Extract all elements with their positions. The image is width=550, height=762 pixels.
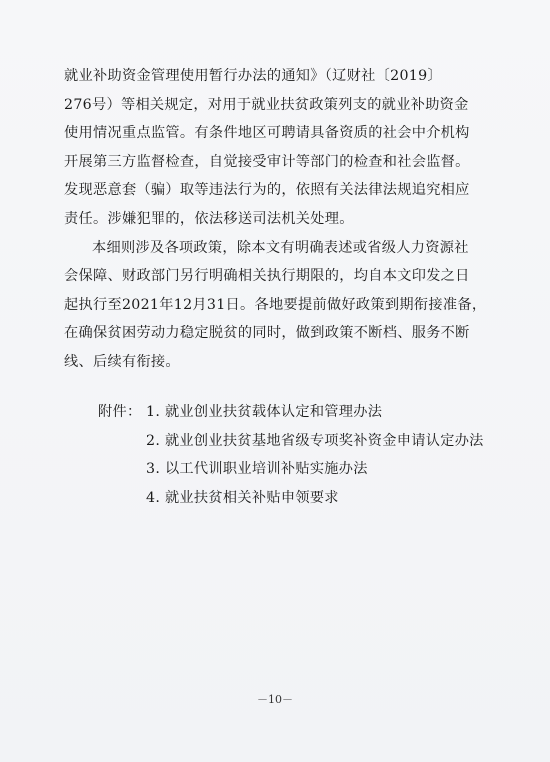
attachment-item: 1. 就业创业扶贫载体认定和管理办法 xyxy=(146,404,383,420)
list-item xyxy=(98,398,518,427)
text-line: 责任。涉嫌犯罪的，依法移送司法机关处理。 xyxy=(64,210,354,227)
text-line: 使用情况重点监管。有条件地区可聘请具备资质的社会中介机构 xyxy=(64,125,470,142)
text-line: 会保障、财政部门另行明确相关执行期限的，均自本文印发之日 xyxy=(64,268,470,285)
attachment-item: 2. 就业创业扶贫基地省级专项奖补资金申请认定办法 xyxy=(146,432,484,449)
list-item xyxy=(98,427,518,456)
body-text xyxy=(64,62,494,377)
list-item xyxy=(98,484,518,513)
text-line: 起执行至2021年12月31日。各地要提前做好政策到期衔接准备， xyxy=(64,296,487,313)
attachments-list xyxy=(98,398,518,512)
text-line: 发现恶意套（骗）取等违法行为的，依照有关法律法规追究相应 xyxy=(64,182,470,199)
text-line: 本细则涉及各项政策，除本文有明确表述或省级人力资源社 xyxy=(92,239,469,256)
text-line: 276号）等相关规定，对用于就业扶贫政策列支的就业补助资金 xyxy=(64,96,469,113)
text-line: 开展第三方监督检查，自觉接受审计等部门的检查和社会监督。 xyxy=(64,153,470,170)
page-number: －10－ xyxy=(257,693,293,706)
text-line: 就业补助资金管理使用暂行办法的通知》（辽财社〔2019〕 xyxy=(64,68,442,84)
attachment-item: 3. 以工代训职业培训补贴实施办法 xyxy=(146,461,368,478)
attachment-item: 4. 就业扶贫相关补贴申领要求 xyxy=(146,489,339,506)
text-line: 线、后续有衔接。 xyxy=(64,353,180,370)
attachments-label: 附件： xyxy=(98,404,142,420)
list-item xyxy=(98,455,518,484)
text-line: 在确保贫困劳动力稳定脱贫的同时，做到政策不断档、服务不断 xyxy=(64,325,470,342)
